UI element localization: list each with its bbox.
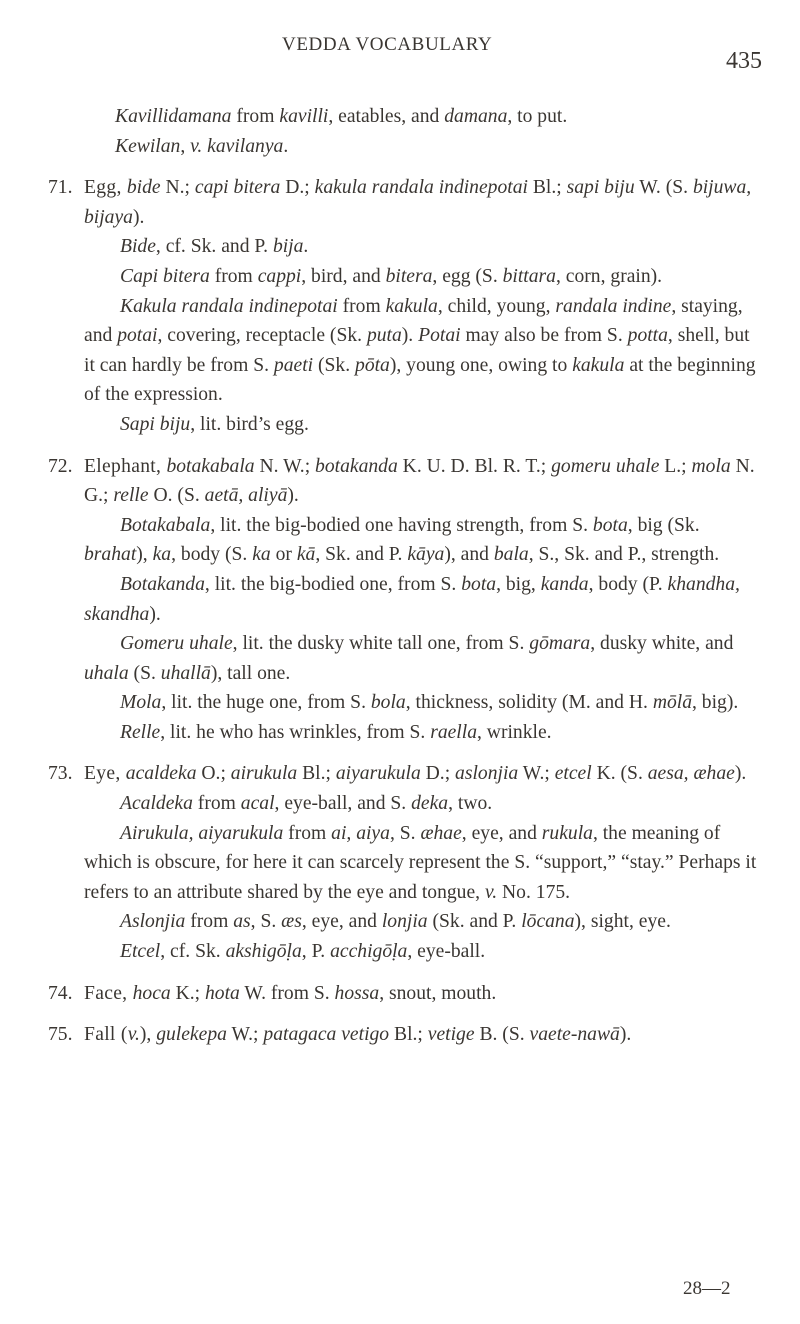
page-number: 435	[726, 48, 762, 74]
page-body	[48, 102, 758, 1050]
intro-line-2: Kewilan, v. kavilanya.	[115, 135, 289, 157]
entry-paragraph: Kakula randala indinepotai from kakula, child, young, randala indine, staying, and potai, covering, receptacle (Sk. puta). Potai may also be from S. potta, shell, but it can hardly be from S. paeti (Sk. pōta), young one, owing to kakula at the beginning of the expression.	[84, 295, 756, 406]
entry-number: 71.	[48, 177, 73, 199]
entry-headline: Eye, acaldeka O.; airukula Bl.; aiyarukula D.; aslonjia W.; etcel K. (S. aesa, æhae).	[84, 763, 747, 785]
entry-number: 73.	[48, 763, 73, 785]
entry-headline: Fall (v.), gulekepa W.; patagaca vetigo Bl.; vetige B. (S. vaete-nawā).	[84, 1024, 632, 1046]
signature-mark: 28—2	[683, 1278, 731, 1299]
entry-paragraph: Bide, cf. Sk. and P. bija.	[120, 236, 309, 258]
entry-71	[48, 173, 758, 439]
entry-headline: Egg, bide N.; capi bitera D.; kakula randala indinepotai Bl.; sapi biju W. (S. bijuwa, bijaya).	[84, 177, 752, 228]
entry-paragraph: Gomeru uhale, lit. the dusky white tall one, from S. gōmara, dusky white, and uhala (S. uhallā), tall one.	[84, 633, 734, 684]
entry-paragraph: Relle, lit. he who has wrinkles, from S. raella, wrinkle.	[120, 721, 552, 743]
entry-paragraph: Sapi biju, lit. bird’s egg.	[120, 413, 309, 435]
entry-72	[48, 452, 758, 748]
entry-paragraph: Capi bitera from cappi, bird, and bitera, egg (S. bittara, corn, grain).	[120, 265, 663, 287]
entry-paragraph: Airukula, aiyarukula from ai, aiya, S. æhae, eye, and rukula, the meaning of which is obscure, for here it can scarcely represent the S. “support,” “stay.” Perhaps it refers to an attribute shared by the eye and tongue, v. No. 175.	[84, 822, 757, 903]
entry-74	[48, 979, 758, 1009]
entry-headline: Elephant, botakabala N. W.; botakanda K. U. D. Bl. R. T.; gomeru uhale L.; mola N. G.; relle O. (S. aetā, aliyā).	[84, 455, 755, 507]
entry-75	[48, 1020, 758, 1050]
entry-headline: Face, hoca K.; hota W. from S. hossa, snout, mouth.	[84, 982, 497, 1004]
entry-paragraph: Etcel, cf. Sk. akshigōḷa, P. acchigōḷa, eye-ball.	[120, 941, 486, 963]
page-header	[0, 14, 800, 74]
entry-number: 72.	[48, 455, 73, 477]
running-title: VEDDA VOCABULARY	[282, 34, 493, 55]
entry-73	[48, 759, 758, 966]
entry-paragraph: Mola, lit. the huge one, from S. bola, thickness, solidity (M. and H. mōlā, big).	[120, 692, 739, 714]
entry-paragraph: Aslonjia from as, S. æs, eye, and lonjia (Sk. and P. lōcana), sight, eye.	[120, 911, 671, 933]
entry-paragraph: Acaldeka from acal, eye-ball, and S. deka, two.	[120, 793, 493, 815]
entry-paragraph: Botakanda, lit. the big-bodied one, from S. bota, big, kanda, body (P. khandha, skandha).	[84, 573, 740, 625]
entry-paragraph: Botakabala, lit. the big-bodied one having strength, from S. bota, big (Sk. brahat), ka, body (S. ka or kā, Sk. and P. kāya), and bala, S., Sk. and P., strength.	[84, 514, 720, 566]
intro-line-1: Kavillidamana from kavilli, eatables, and damana, to put.	[115, 106, 568, 127]
entry-number: 75.	[48, 1024, 73, 1046]
entry-number: 74.	[48, 982, 73, 1004]
